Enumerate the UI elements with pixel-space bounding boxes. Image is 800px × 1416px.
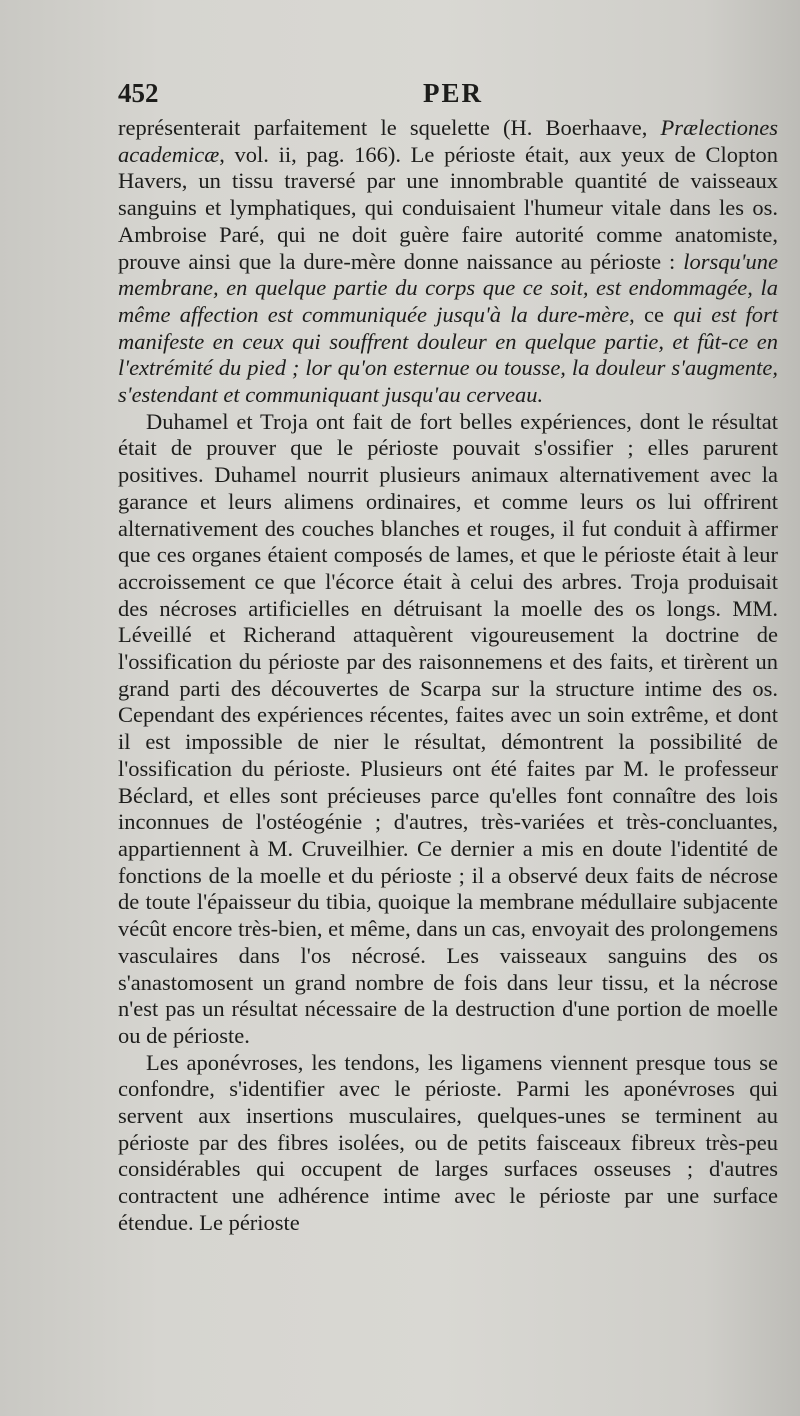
page-header: [118, 78, 778, 118]
text-run: Duhamel et Troja ont fait de fort belles expériences, dont le résultat était de prouver que le périoste pouvait s'ossifier ; elles parurent positives. Duhamel nourrit plusieurs animaux alternativement avec la garance et leurs alimens ordinaires, et comme leurs os lui offrirent alternativement des couches blanches et rouges, il fut conduit à affirmer que ces organes étaient composés de lames, et que le périoste était à leur accroissement ce que l'écorce était à celui des arbres. Troja produisait des nécroses artificielles en détruisant la moelle des os longs. MM. Léveillé et Richerand attaquèrent vigoureusement la doctrine de l'ossification du périoste par des raisonnemens et des faits, et tirèrent un grand parti des découvertes de Scarpa sur la structure intime des os. Cependant des expériences récentes, faites avec un soin extrême, et dont il est impossible de nier le résultat, démontrent la possibilité de l'ossification du périoste. Plusieurs ont été faites par M. le professeur Béclard, et elles sont précieuses parce qu'elles font connaître des lois inconnues de l'ostéogénie ; d'autres, très-variées et très-concluantes, appartiennent à M. Cruveilhier. Ce dernier a mis en doute l'identité de fonctions de la moelle et du périoste ; il a observé deux faits de nécrose de toute l'épaisseur du tibia, quoique la membrane médullaire subjacente vécût encore très-bien, et même, dans un cas, envoyait des prolongemens vasculaires dans l'os nécrosé. Les vaisseaux sanguins des os s'anastomosent un grand nombre de fois dans leur tissu, et la nécrose n'est pas un résultat nécessaire de la destruction d'une portion de moelle ou de périoste.: [118, 408, 778, 1048]
text-run: représenterait parfaitement le squelette (H. Boerhaave,: [118, 115, 661, 140]
paragraph: [118, 115, 778, 409]
text-run-italic: lorsqu'une membrane, en quelque partie du corps que ce soit, est endommagée, la même affection est communiquée jusqu'à la dure-mère: [118, 248, 778, 327]
running-head: PER: [423, 78, 483, 108]
text-run-italic: Prælectiones academicæ: [118, 115, 778, 167]
text-run-italic: qui est fort manifeste en ceux qui souffrent douleur en quelque partie, et fût-ce en l'extrémité du pied ; lor qu'on esternue ou tousse, la douleur s'augmente, s'estendant et communiquant jusqu'au cerveau.: [118, 301, 778, 408]
text-run: , vol. ii, pag. 166). Le périoste était, aux yeux de Clopton Havers, un tissu traversé par une innombrable quantité de vaisseaux sanguins et lymphatiques, qui conduisaient l'humeur vitale dans les os. Ambroise Paré, qui ne doit guère faire autorité comme anatomiste, prouve ainsi que la dure-mère donne naissance au périoste :: [118, 141, 778, 274]
page-number: 452: [118, 78, 159, 108]
paragraph: [118, 1050, 778, 1237]
text-run: , ce: [629, 301, 674, 327]
body-text: [118, 115, 778, 1237]
paragraph: [118, 409, 778, 1050]
text-run: Les aponévroses, les tendons, les ligamens viennent presque tous se confondre, s'identifier avec le périoste. Parmi les aponévroses qui servent aux insertions musculaires, quelques-unes se terminent au périoste par des fibres isolées, ou de petits faisceaux fibreux très-peu considérables qui occupent de larges surfaces osseuses ; d'autres contractent une adhérence intime avec le périoste par une surface étendue. Le périoste: [118, 1049, 778, 1235]
